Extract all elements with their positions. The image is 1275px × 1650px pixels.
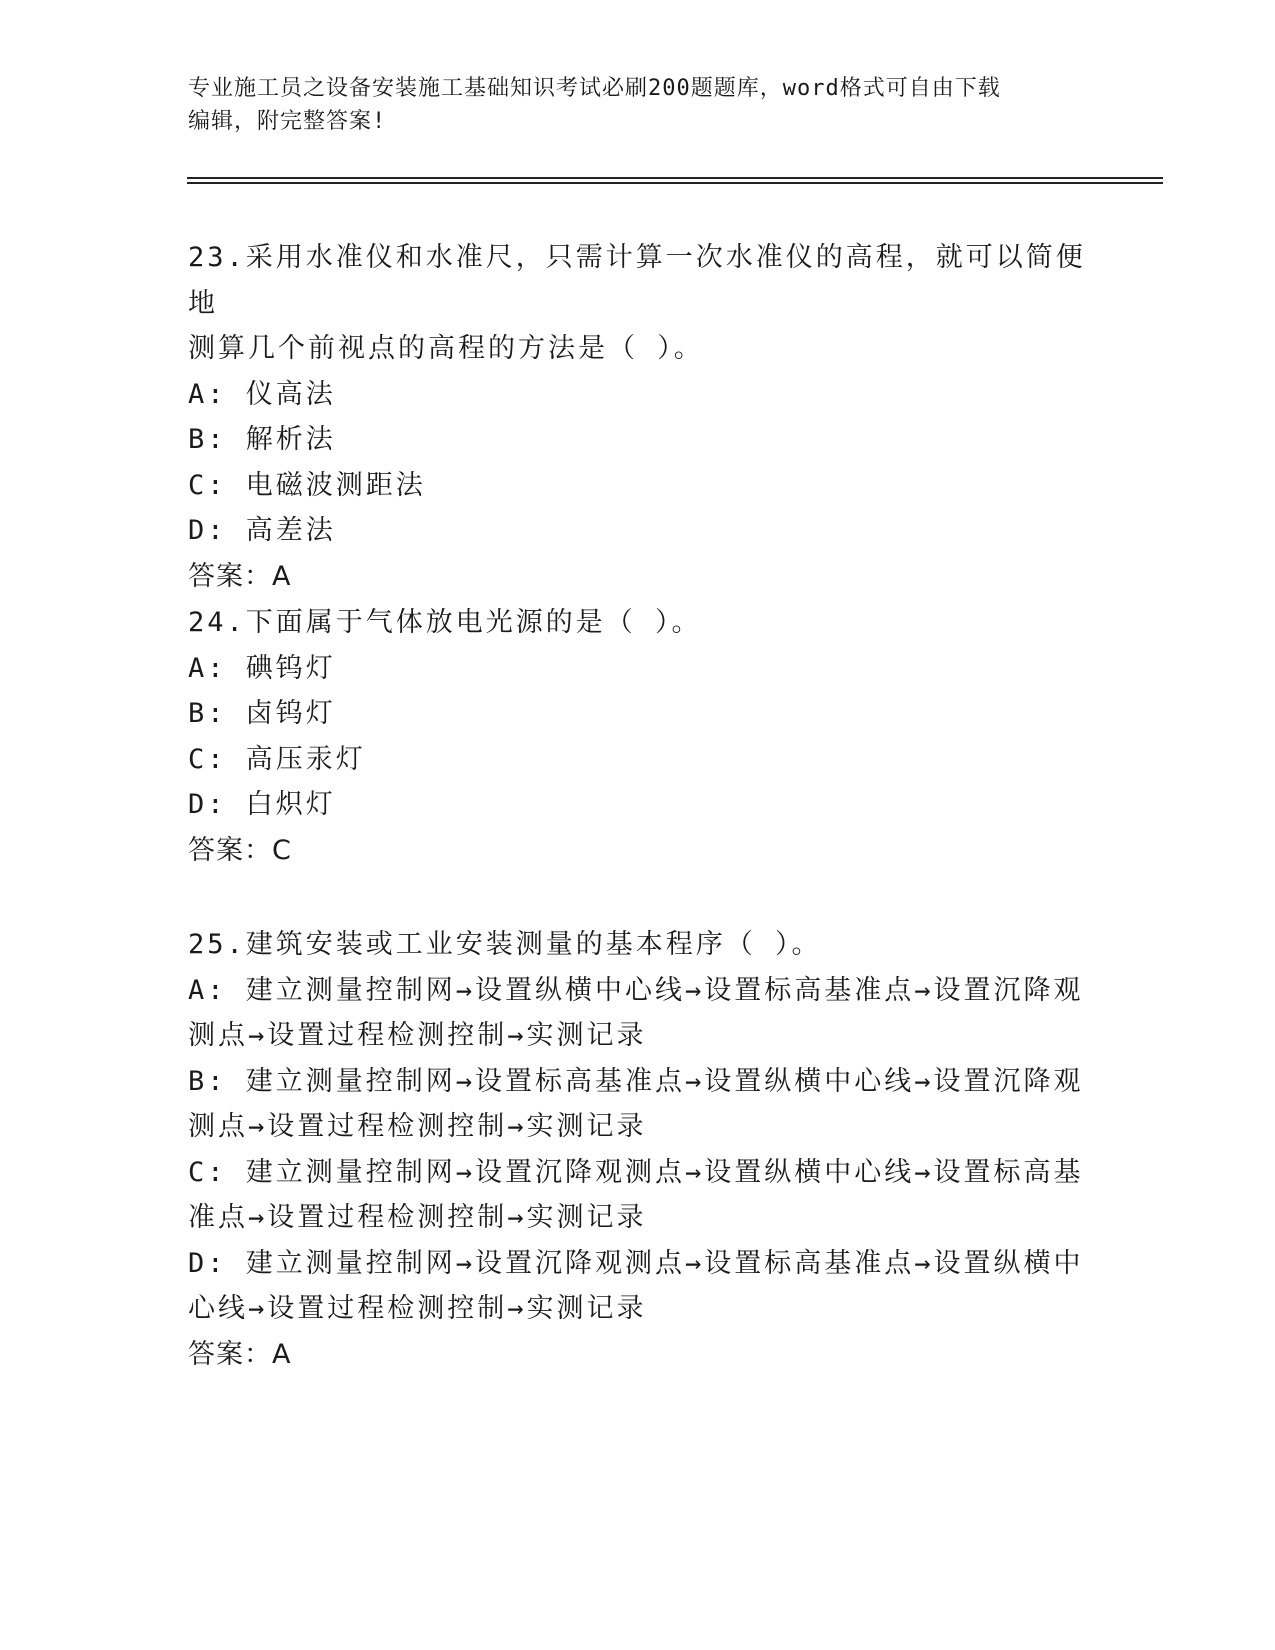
option-a: A: 建立测量控制网→设置纵横中心线→设置标高基准点→设置沉降观 [188,974,1084,1006]
question-stem-line: 23.采用水准仪和水准尺，只需计算一次水准仪的高程，就可以简便地 [188,242,1086,319]
option-b-continued: 测点→设置过程检测控制→实测记录 [188,1111,647,1142]
option-a: A: 仪高法 [188,378,336,410]
answer-line: 答案：A [188,560,292,592]
header-title-line-2: 编辑，附完整答案! [188,109,387,134]
option-c-continued: 准点→设置过程检测控制→实测记录 [188,1202,647,1233]
header-title-line-1: 专业施工员之设备安装施工基础知识考试必刷200题题库，word格式可自由下载 [188,76,1001,101]
question-25 [188,922,1088,1377]
document-header [188,72,1078,138]
option-d-continued: 心线→设置过程检测控制→实测记录 [188,1293,647,1324]
option-b: B: 建立测量控制网→设置标高基准点→设置纵横中心线→设置沉降观 [188,1065,1084,1097]
option-a: A: 碘钨灯 [188,652,336,684]
question-stem-line: 25.建筑安装或工业安装测量的基本程序（ ）。 [188,929,822,960]
header-divider-top [187,177,1163,179]
option-a-continued: 测点→设置过程检测控制→实测记录 [188,1020,647,1051]
option-c: C: 建立测量控制网→设置沉降观测点→设置纵横中心线→设置标高基 [188,1156,1084,1188]
answer-line: 答案：A [188,1338,292,1370]
option-b: B: 解析法 [188,424,336,455]
answer-line: 答案：C [188,834,292,866]
option-b: B: 卤钨灯 [188,698,336,729]
question-stem-line: 24.下面属于气体放电光源的是（ ）。 [188,607,702,638]
option-d: D: 高差法 [188,515,336,546]
option-c: C: 高压汞灯 [188,743,366,775]
option-d: D: 白炽灯 [188,789,336,820]
option-c: C: 电磁波测距法 [188,469,426,501]
option-d: D: 建立测量控制网→设置沉降观测点→设置标高基准点→设置纵横中 [188,1247,1084,1279]
question-stem-line: 测算几个前视点的高程的方法是（ ）。 [188,333,704,364]
question-24 [188,600,1088,873]
question-23 [188,235,1088,599]
header-divider-bottom [187,182,1163,184]
